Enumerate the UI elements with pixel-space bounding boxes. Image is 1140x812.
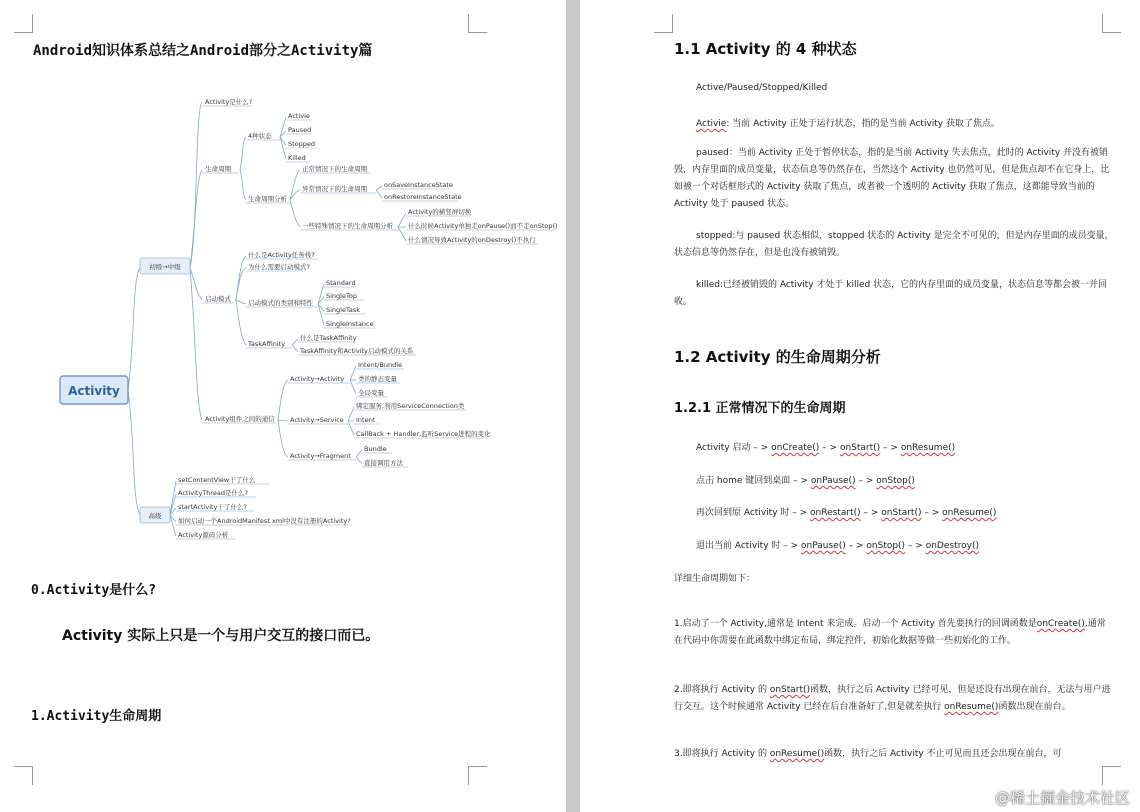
lifecycle-flow <box>696 473 915 486</box>
mindmap-node: 全局变量 <box>358 389 384 397</box>
mindmap-node: Bundle <box>364 445 387 453</box>
mindmap-node: 直接调用方法 <box>364 459 403 467</box>
mindmap-root-label: Activity <box>68 384 120 398</box>
step-text: 3.即将执行 Activity 的 <box>674 749 767 759</box>
callback-name: onResume() <box>944 702 999 712</box>
callback-name: onCreate() <box>771 443 820 453</box>
mindmap-node: 绑定服务,利用ServiceConnection类 <box>356 402 465 410</box>
callback-name: onDestroy() <box>925 541 979 551</box>
mindmap-node: 正常情况下的生命周期 <box>302 165 367 173</box>
callback-name: onResume() <box>769 749 825 759</box>
step-text: 函数，执行之后 Activity 已经可见，但是还没有出现在前台，无法与用户进行交互。这个时候通常 Activity 已经在后台准备好了,但是就差执行 <box>674 685 1111 712</box>
mindmap-node: 类的静态变量 <box>358 375 397 383</box>
activity-mindmap <box>0 80 566 550</box>
mindmap-node: 什么时候Activity单独走onPause()而不走onStop() <box>408 222 558 230</box>
mindmap-node: Activity→Fragment <box>290 452 351 460</box>
mindmap-node: 为什么需要启动模式? <box>248 263 310 271</box>
crop-mark <box>654 14 673 33</box>
callback-name: onStart() <box>839 443 881 453</box>
step-text: 2.即将执行 Activity 的 <box>674 685 767 695</box>
heading-1-2: 1.2 Activity 的生命周期分析 <box>674 348 881 366</box>
mindmap-node: 什么是Activity任务栈? <box>248 251 315 259</box>
lifecycle-step-1 <box>674 616 1114 650</box>
crop-mark <box>14 14 33 33</box>
callback-name: onRestart() <box>810 508 861 518</box>
mindmap-node: Intent/Bundle <box>358 361 403 369</box>
mindmap-node: Activity源码分析 <box>178 531 229 539</box>
flow-arrow: – > <box>860 508 879 518</box>
step-text: 函数出现在前台。 <box>998 702 1071 712</box>
flow-arrow: – > <box>845 541 864 551</box>
watermark: @稀土掘金技术社区 <box>994 789 1130 807</box>
lifecycle-step-2 <box>674 682 1114 716</box>
mindmap-node: Activity→Activity <box>290 375 345 383</box>
mindmap-node: 启动模式的类别和特性 <box>248 299 313 307</box>
heading-1-2-1: 1.2.1 正常情况下的生命周期 <box>674 401 846 416</box>
mindmap-node: Paused <box>288 126 312 134</box>
crop-mark <box>1102 14 1121 33</box>
mindmap-node: Standard <box>326 279 356 287</box>
active-state-line <box>696 116 1000 129</box>
mindmap-node: onRestoreInstanceState <box>384 193 462 201</box>
callback-name: onPause() <box>801 541 846 551</box>
callback-name: onStart() <box>881 508 922 518</box>
mindmap-branch-label: 高级 <box>148 512 162 520</box>
mindmap-node: 启动模式 <box>205 295 231 303</box>
flow-arrow: – > <box>880 443 898 453</box>
mindmap-node: SingleTop <box>326 292 357 300</box>
callback-name: onStop() <box>866 541 906 551</box>
callback-name: onResume() <box>942 508 997 518</box>
paused-paragraph: paused：当前 Activity 正处于暂停状态，指的是当前 Activity 失去焦点，此时的 Activity 并没有被销毁，内存里面的成员变量，状态信息等仍然存在，当然这个 Activity 也仍然可见，但是焦点却不在它身上，比如被一个对话框形式的 Activity 获取了焦点，或者被一个透明的 Activity 获取了焦点，这都能导致当前的 Activity 处于 paused 状态。 <box>674 148 1110 209</box>
mindmap-node: Stopped <box>288 140 316 148</box>
step-text: ,通常在代码中你需要在此函数中绑定布局，绑定控件，初始化数据等做一些初始化的工作。 <box>674 619 1106 646</box>
mindmap-node: SingleTask <box>326 306 361 314</box>
mindmap-node: TaskAffinity和Activity启动模式的关系 <box>300 347 414 355</box>
section-heading: 0.Activity是什么? <box>31 583 157 598</box>
document-title: Android知识体系总结之Android部分之Activity篇 <box>33 43 373 59</box>
crop-mark <box>1102 766 1121 785</box>
lifecycle-flow <box>696 440 955 453</box>
mindmap-node: startActivity干了什么? <box>178 503 247 511</box>
crop-mark <box>468 766 487 785</box>
heading-1-1: 1.1 Activity 的 4 种状态 <box>674 40 857 58</box>
mindmap-node: SingleInstance <box>326 320 374 328</box>
stopped-paragraph: stopped:与 paused 状态相似，stopped 状态的 Activity 是完全不可见的，但是内存里面的成员变量，状态信息等仍然存在，但是也没有被销毁。 <box>674 231 1114 258</box>
page-gutter <box>566 0 580 812</box>
mindmap-node: 异常情况下的生命周期 <box>302 185 367 193</box>
mindmap-node: Activity的横竖屏切换 <box>408 208 472 216</box>
active-word: Activie <box>696 119 727 129</box>
lifecycle-flow <box>696 505 996 518</box>
activity-definition: Activity 实际上只是一个与用户交互的接口而已。 <box>62 628 380 644</box>
flow-arrow: – > <box>819 443 838 453</box>
callback-name: onCreate() <box>1036 619 1085 629</box>
lifecycle-step-3 <box>674 746 1114 763</box>
callback-name: onResume() <box>900 443 956 453</box>
mindmap-branch-label: 初级→中级 <box>149 263 181 271</box>
step-text: 函数，执行之后 Activity 不止可见而且还会出现在前台，可 <box>824 749 1062 759</box>
mindmap-node: Killed <box>288 154 306 162</box>
callback-name: onStop() <box>876 476 915 486</box>
active-rest: : 当前 Activity 正处于运行状态，指的是当前 Activity 获取了焦点。 <box>726 119 1000 129</box>
mindmap-node: ActivityThread是什么? <box>178 489 248 497</box>
mindmap-node: TaskAffinity <box>248 340 286 348</box>
step-text: 1.启动了一个 Activity,通常是 Intent 来完成。启动一个 Activity 首先要执行的回调函数是 <box>674 619 1037 629</box>
document-page-right <box>580 0 1140 812</box>
mindmap-node: 生命周期分析 <box>248 195 287 203</box>
callback-name: onPause() <box>810 476 856 486</box>
mindmap-node: Intent <box>356 416 376 424</box>
mindmap-node: 什么是TaskAffinity <box>300 334 357 342</box>
mindmap-node: 生命周期 <box>205 165 231 173</box>
states-line: Active/Paused/Stopped/Killed <box>696 83 828 93</box>
mindmap-node: 什么情况导致Activity的onDestroy()不执行 <box>408 236 536 244</box>
mindmap-node: setContentView干了什么 <box>178 476 256 484</box>
mindmap-node: 如何启动一个AndroidManifest.xml中没有注册的Activity? <box>178 517 351 525</box>
mindmap-node: onSaveInstanceState <box>384 181 453 189</box>
killed-paragraph: killed:已经被销毁的 Activity 才处于 killed 状态，它的内存里面的成员变量，状态信息等都会被一并回收。 <box>674 280 1108 307</box>
lifecycle-flow <box>696 538 979 551</box>
flow-prefix: 点击 home 键回到桌面 – > <box>696 476 808 486</box>
mindmap-node: CallBack + Handler,监听Service进程的变化 <box>356 430 491 438</box>
mindmap-node: 4种状态 <box>248 132 272 140</box>
mindmap-node: Activity组件之间的通信 <box>205 415 275 423</box>
mindmap-node: Activity是什么? <box>205 98 253 106</box>
section-heading: 1.Activity生命周期 <box>31 709 162 724</box>
document-page-left <box>0 0 566 812</box>
detail-label: 详细生命周期如下： <box>674 574 756 584</box>
mindmap-node: Activie <box>288 112 310 120</box>
crop-mark <box>14 766 33 785</box>
mindmap-node: Activity→Service <box>290 416 344 424</box>
flow-arrow: – > <box>855 476 874 486</box>
mindmap-node: 一些特殊情况下的生命周期分析 <box>302 222 393 230</box>
callback-name: onStart() <box>769 685 811 695</box>
flow-arrow: – > <box>905 541 923 551</box>
flow-prefix: 退出当前 Activity 时 – > <box>696 541 799 551</box>
flow-prefix: Activity 启动 – > <box>696 443 769 453</box>
flow-prefix: 再次回到原 Activity 时 – > <box>696 508 808 518</box>
crop-mark <box>468 14 487 33</box>
flow-arrow: – > <box>921 508 940 518</box>
